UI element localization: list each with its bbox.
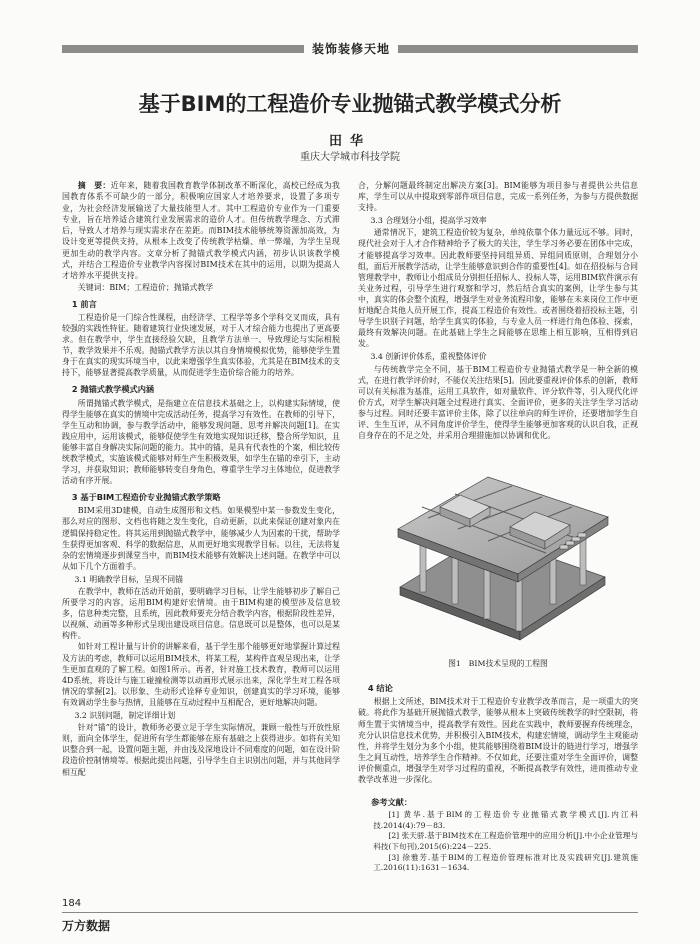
footer-rule [62,912,638,913]
wanfang-brand: 万方数据 [62,919,111,933]
figure-caption: 图1 BIM技术呈现的工程图 [448,659,548,669]
subsection-heading-3-3: 3.3 合理划分小组，提高学习效率 [370,216,487,226]
paragraph: 针对“锚”的设计，教师务必要立足于学生实际情况，兼顾一般性与开放性原则，面向全体学生，促进所有学生都能够在原有基础之上获得进步。如将有关知识整合到一起，设置问题主题，并由浅及深地设计不同难度的问题，如在设计阶段造价控制情境等。根据此提出问题，引导学生自主识别出问题，并与其他同学相互配 [62,723,340,777]
paragraph: 根据上文所述，BIM技术对于工程造价专业教学改革而言，是一项重大的突破。将此作为基础开展抛锚式教学，能够从根本上突破传统教学的时空限制，将师生置于实情境当中，提高教学有效性。因此在实践中，教师要握弃传统理念，充分认识信息技术优势，并积极引入BIM技术，构建宏情境，调动学生主观能动性，并将学生划分为多个小组，使其能够围绕着BIM设计的链进行学习，增强学生之间互动性，培养学生合作精神。不仅如此，还要注重对学生全面评价，调整评价侧重点，增强学生对学习过程的重视，不断提高教学有效性，进而推动专业教学改革进一步深化。 [358,697,638,784]
right-column [358,180,638,874]
paragraph: 与传统教学完全不同，基于BIM工程造价专业抛锚式教学是一种全新的模式，在进行教学评价时，不能仅关注结果[5]。因此要重视评价体系的创新，教师可以有关标准为基准，运用工具软件，如对量软件、评分软件等，引入现代化评价方式，对学生解决问题全过程进行真实、全面评价，更多的关注学生学习活动参与过程。同时还要丰富评价主体，除了以往单向的师生评价，还要增加学生自评、生生互评，从不同角度评价学生，使得学生能够更加客观的认识自我，正视自身存在的不足之处，并采用合理措施加以协调和优化。 [358,364,638,441]
reference-item: [2] 张天骄.基于BIM技术在工程造价管理中的应用分析[J].中小企业管理与科技(下旬刊),2015(6):224－225. [373,831,638,851]
section-heading-1: 1 前言 [71,298,97,309]
author-affiliation: 重庆大学城市科技学院 [300,152,400,163]
bim-building-model-image [380,457,620,652]
references-heading: 参考文献： [371,797,413,808]
section-heading-2: 2 抛锚式教学模式内涵 [71,384,155,395]
paragraph: BIM采用3D建模，自动生成图形和文档。如果模型中某一参数发生变化，那么对应的图形、文档也将随之发生变化，自动更新，以此来保证创建对象内在逻辑保持稳定性。将其运用到抛锚式教学中，能够减少人为因素的干扰，帮助学生获得更加客观、科学的数据信息，从而更好地实现教学目标。以往，无法将复杂的宏情境逐步到课堂当中，而BIM技术能够有效解决上述问题。在教学中可以从如下几个方面着手。 [62,506,340,571]
page-number: 184 [62,898,82,909]
author-name: 田华 [328,134,371,149]
keywords-label: 关键词： [77,282,110,292]
paragraph: 如针对工程计量与计价的讲解来看，基于学生那个能够更好地掌握计算过程及方法的考虑，教师可以运用BIM技术，将某工程，某构件直观呈现出来，让学生更加直观的了解工程。如图1所示。再者，针对施工技术教育，教师可以运用4D系统，将设计与施工碰撞检测等以动画形式展示出来，深化学生对工程各项情况的掌握[2]。以形象、生动形式诠释专业知识，创建真实的学习环境，能够有效调动学生参与热情，且能够在互动过程中互相配合，更好地解决问题。 [62,642,340,707]
reference-item: [1] 黄华.基于BIM的工程造价专业抛锚式教学模式[J].内江科技.2014(4):79－83. [373,810,638,830]
keywords [62,282,340,293]
section-heading-3: 3 基于BIM工程造价专业抛锚式教学策略 [71,492,221,503]
article-title: 基于BIM的工程造价专业抛锚式教学模式分析 [138,92,562,116]
left-column [62,180,340,778]
header-rule-right [398,45,638,53]
section-heading-4: 4 结论 [367,683,393,694]
paragraph: 合，分解问题最终制定出解决方案[3]。BIM能够为项目参与者提供公共信息库，学生可以从中提取到零部件项目信息，完成一系列任务，为参与方提供数据支持。 [358,181,638,213]
section-tag: 装饰装修天地 [311,42,390,56]
keywords-text: BIM；工程造价；抛锚式教学 [109,282,214,292]
paragraph: 所谓抛锚式教学模式，是指建立在信息技术基础之上，以构建实际情境，使得学生能够在真实的情境中完成活动任务，提高学习有效性。在教师的引导下，学生互动和协调，参与教学活动中，能够发现问题、思考并解决问题[1]。在实践应用中，运用该模式，能够促使学生有效地实现知识迁移，整合所学知识，且能够丰富自身解决实际问题的能力。其中的锚，是具有代表性的个案，相比较传统教学模式，实施该模式能够对师生产生积极效果，如学生在锚的牵引下，主动学习，并获取知识；教师能够转变自身角色，尊重学生学习主体地位，促进教学活动有序开展。 [62,398,340,486]
subsection-heading-3-2: 3.2 识别问题，制定详细计划 [74,711,176,721]
paragraph: 通常情况下，建筑工程造价较为复杂，单纯依靠个体力量远远不够。同时，现代社会对于人才合作精神给予了极大的关注，学生学习务必要在团体中完成，才能够提高学习效率。因此教师要坚持同组异质、异组同质原则，合理划分小组，面后开展教学活动，让学生能够意识到合作的重要性[4]。如在招投标与合同管理教学中，教师让小组成员分别担任招标人、投标人等，运用BIM软件演示有关业务过程，引导学生进行观察和学习，然后结合真实的案例，让学生参与其中，真实的体会整个流程，增强学生对业务流程印象，能够在未来岗位工作中更好地配合其他人员开展工作，提高工程造价有效性。或者围绕着招投标主题，引导学生识别子问题，给学生真实的体验，与专业人员一样进行角色体验、探索，最终有效解决问题。在此基础上学生之间能够在思维上相互影响，互相得到启发。 [358,228,638,349]
abstract-text: 近年来，随着我国教育教学体制改革不断深化，高校已经成为我国教育体系不可缺少的一部分，积极响应国家人才培养要求，设置了多项专业，为社会经济发展输送了大量技能型人才。其中工程造价专业作为一门重要专业，旨在培养适合建筑行业发展需求的造价人才。但传统教学理念、方式滞后，导致人才培养与现实需求存在差距。而BIM技术能够统筹资源加高效，为设计变更等提供支持，从根本上改变了传统教学枯燥、单一弊端，为学生呈现更加生动的教学内容。文章分析了抛锚式教学模式内涵，初步认识该教学模式，并结合工程造价专业教学内容探讨BIM技术在其中的运用，以期为提高人才培养水平提供支持。 [62,181,340,281]
abstract [62,180,340,282]
abstract-label: 摘 要： [77,181,111,190]
subsection-heading-3-4: 3.4 创新评价体系，重视整体评价 [370,352,487,362]
bim-model-figure [380,457,620,652]
paragraph: 工程造价是一门综合性课程，由经济学、工程学等多个学科交叉而成，具有较强的实践性特征。随着建筑行业快速发展，对于人才综合能力也提出了更高要求。但在教学中，学生直接经验欠缺，且教学方法单一、导致理论与实际相脱节，教学效果并不乐观。抛锚式教学方法以其自身情境模拟优势，能够使学生置身于在真实的现实环境当中，以此来增强学生真实体验，尤其是在BIM技术的支持下，能够显著提高教学质量，从而促进学生造价综合能力的培养。 [62,312,340,378]
reference-item: [3] 徐雅芳.基于BIM的工程造价管理标准对比及实践研究[J].建筑施工.2016(11):1631－1634. [373,852,638,873]
paragraph: 在教学中，教师在活动开始前，要明确学习目标，让学生能够初步了解自己所要学习的内容，运用BIM构建好宏情境。由于BIM构建的模型涉及信息较多，信息种类完整，且系统，因此教师要充分结合教学内容，根据阶段性差异，以视频、动画等多种形式呈现出建设项目信息。信息既可以是整体，也可以是某构件。 [62,587,340,641]
subsection-heading-3-1: 3.1 明确教学目标，呈现不同锚 [74,574,183,584]
header-rule-left [62,45,304,53]
